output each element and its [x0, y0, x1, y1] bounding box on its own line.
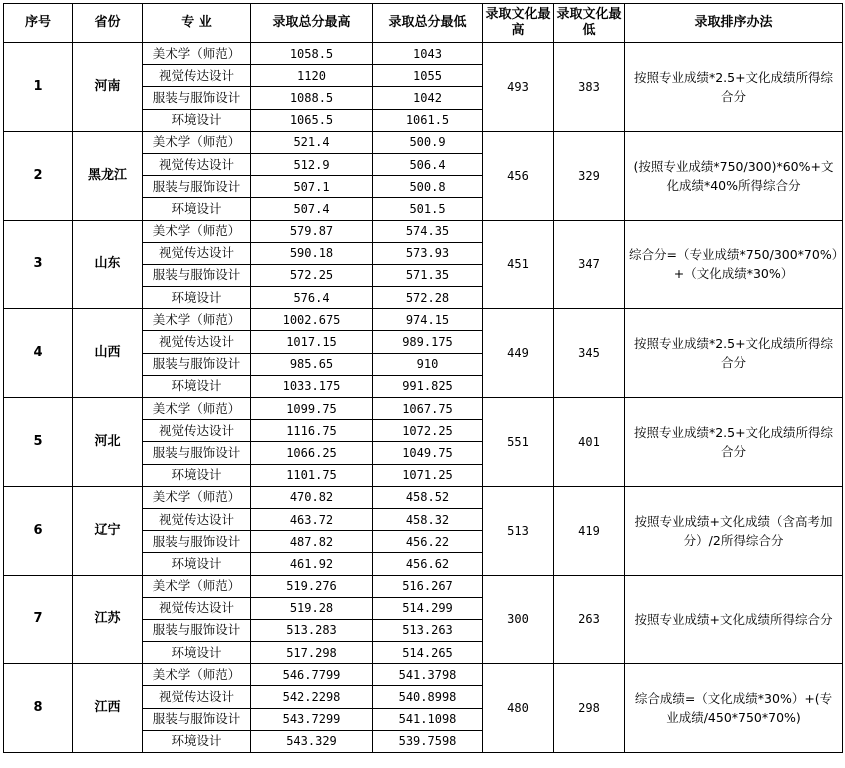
major-cell: 美术学（师范）	[143, 575, 251, 597]
total-min-cell: 458.52	[373, 486, 483, 508]
row-index: 3	[4, 220, 73, 309]
total-min-cell: 991.825	[373, 375, 483, 397]
total-max-cell: 1116.75	[251, 420, 373, 442]
total-min-cell: 506.4	[373, 153, 483, 175]
total-max-cell: 512.9	[251, 153, 373, 175]
major-cell: 环境设计	[143, 642, 251, 664]
admission-table-container	[3, 3, 843, 753]
culture-min-cell: 383	[554, 43, 625, 132]
row-index: 4	[4, 309, 73, 398]
total-max-cell: 543.7299	[251, 708, 373, 730]
total-max-cell: 1101.75	[251, 464, 373, 486]
header-total-max: 录取总分最高	[251, 4, 373, 43]
table-body	[4, 43, 843, 753]
header-index: 序号	[4, 4, 73, 43]
major-cell: 美术学（师范）	[143, 486, 251, 508]
header-method: 录取排序办法	[625, 4, 843, 43]
total-max-cell: 487.82	[251, 531, 373, 553]
culture-max-cell: 300	[483, 575, 554, 664]
row-index: 1	[4, 43, 73, 132]
total-min-cell: 989.175	[373, 331, 483, 353]
major-cell: 服装与服饰设计	[143, 708, 251, 730]
total-max-cell: 543.329	[251, 730, 373, 752]
major-cell: 环境设计	[143, 553, 251, 575]
total-min-cell: 540.8998	[373, 686, 483, 708]
total-max-cell: 579.87	[251, 220, 373, 242]
header-province: 省份	[73, 4, 143, 43]
major-cell: 视觉传达设计	[143, 686, 251, 708]
major-cell: 服装与服饰设计	[143, 353, 251, 375]
culture-max-cell: 449	[483, 309, 554, 398]
total-min-cell: 910	[373, 353, 483, 375]
major-cell: 服装与服饰设计	[143, 176, 251, 198]
total-max-cell: 463.72	[251, 508, 373, 530]
total-min-cell: 974.15	[373, 309, 483, 331]
row-index: 8	[4, 664, 73, 753]
major-cell: 环境设计	[143, 109, 251, 131]
province-cell: 辽宁	[73, 486, 143, 575]
total-max-cell: 1017.15	[251, 331, 373, 353]
major-cell: 美术学（师范）	[143, 220, 251, 242]
total-max-cell: 590.18	[251, 242, 373, 264]
total-max-cell: 519.28	[251, 597, 373, 619]
major-cell: 服装与服饰设计	[143, 531, 251, 553]
total-min-cell: 1049.75	[373, 442, 483, 464]
major-cell: 环境设计	[143, 730, 251, 752]
total-min-cell: 500.8	[373, 176, 483, 198]
total-min-cell: 458.32	[373, 508, 483, 530]
major-cell: 服装与服饰设计	[143, 442, 251, 464]
total-min-cell: 514.265	[373, 642, 483, 664]
total-max-cell: 507.1	[251, 176, 373, 198]
major-cell: 环境设计	[143, 198, 251, 220]
major-cell: 服装与服饰设计	[143, 87, 251, 109]
total-max-cell: 1088.5	[251, 87, 373, 109]
method-cell: 按照专业成绩*2.5+文化成绩所得综合分	[625, 309, 843, 398]
total-min-cell: 541.1098	[373, 708, 483, 730]
total-min-cell: 572.28	[373, 287, 483, 309]
culture-min-cell: 298	[554, 664, 625, 753]
row-index: 6	[4, 486, 73, 575]
major-cell: 环境设计	[143, 287, 251, 309]
province-cell: 黑龙江	[73, 131, 143, 220]
major-cell: 视觉传达设计	[143, 242, 251, 264]
row-index: 2	[4, 131, 73, 220]
header-total-min: 录取总分最低	[373, 4, 483, 43]
total-min-cell: 500.9	[373, 131, 483, 153]
major-cell: 环境设计	[143, 375, 251, 397]
total-min-cell: 501.5	[373, 198, 483, 220]
table-row	[4, 575, 843, 597]
major-cell: 服装与服饰设计	[143, 264, 251, 286]
total-min-cell: 541.3798	[373, 664, 483, 686]
total-min-cell: 513.263	[373, 619, 483, 641]
total-min-cell: 1055	[373, 65, 483, 87]
header-culture-max: 录取文化最高	[483, 4, 554, 43]
total-max-cell: 576.4	[251, 287, 373, 309]
total-min-cell: 1043	[373, 43, 483, 65]
method-cell: 综合成绩=（文化成绩*30%）+(专业成绩/450*750*70%)	[625, 664, 843, 753]
total-max-cell: 517.298	[251, 642, 373, 664]
major-cell: 视觉传达设计	[143, 508, 251, 530]
major-cell: 服装与服饰设计	[143, 619, 251, 641]
culture-min-cell: 419	[554, 486, 625, 575]
row-index: 5	[4, 398, 73, 487]
header-major: 专 业	[143, 4, 251, 43]
total-min-cell: 1042	[373, 87, 483, 109]
province-cell: 河南	[73, 43, 143, 132]
table-row	[4, 220, 843, 242]
culture-max-cell: 451	[483, 220, 554, 309]
total-min-cell: 573.93	[373, 242, 483, 264]
total-min-cell: 516.267	[373, 575, 483, 597]
major-cell: 美术学（师范）	[143, 43, 251, 65]
major-cell: 美术学（师范）	[143, 664, 251, 686]
total-min-cell: 539.7598	[373, 730, 483, 752]
culture-max-cell: 456	[483, 131, 554, 220]
header-culture-min: 录取文化最低	[554, 4, 625, 43]
total-max-cell: 470.82	[251, 486, 373, 508]
method-cell: 按照专业成绩+文化成绩所得综合分	[625, 575, 843, 664]
province-cell: 江西	[73, 664, 143, 753]
province-cell: 山东	[73, 220, 143, 309]
total-max-cell: 1002.675	[251, 309, 373, 331]
table-row	[4, 398, 843, 420]
total-min-cell: 456.22	[373, 531, 483, 553]
major-cell: 视觉传达设计	[143, 153, 251, 175]
culture-min-cell: 263	[554, 575, 625, 664]
total-max-cell: 542.2298	[251, 686, 373, 708]
method-cell: 按照专业成绩+文化成绩（含高考加分）/2所得综合分	[625, 486, 843, 575]
major-cell: 视觉传达设计	[143, 65, 251, 87]
culture-min-cell: 329	[554, 131, 625, 220]
province-cell: 江苏	[73, 575, 143, 664]
major-cell: 美术学（师范）	[143, 309, 251, 331]
culture-max-cell: 480	[483, 664, 554, 753]
total-min-cell: 1072.25	[373, 420, 483, 442]
total-max-cell: 546.7799	[251, 664, 373, 686]
culture-max-cell: 551	[483, 398, 554, 487]
row-index: 7	[4, 575, 73, 664]
header-row	[4, 4, 843, 43]
province-cell: 河北	[73, 398, 143, 487]
culture-max-cell: 493	[483, 43, 554, 132]
total-min-cell: 1061.5	[373, 109, 483, 131]
major-cell: 环境设计	[143, 464, 251, 486]
culture-max-cell: 513	[483, 486, 554, 575]
method-cell: (按照专业成绩*750/300)*60%+文化成绩*40%所得综合分	[625, 131, 843, 220]
major-cell: 美术学（师范）	[143, 131, 251, 153]
total-max-cell: 1066.25	[251, 442, 373, 464]
table-row	[4, 131, 843, 153]
major-cell: 美术学（师范）	[143, 398, 251, 420]
total-min-cell: 1067.75	[373, 398, 483, 420]
total-min-cell: 1071.25	[373, 464, 483, 486]
admission-score-table	[3, 3, 843, 753]
table-row	[4, 43, 843, 65]
method-cell: 按照专业成绩*2.5+文化成绩所得综合分	[625, 398, 843, 487]
total-min-cell: 574.35	[373, 220, 483, 242]
table-row	[4, 309, 843, 331]
total-min-cell: 456.62	[373, 553, 483, 575]
method-cell: 按照专业成绩*2.5+文化成绩所得综合分	[625, 43, 843, 132]
major-cell: 视觉传达设计	[143, 420, 251, 442]
total-max-cell: 461.92	[251, 553, 373, 575]
total-max-cell: 1058.5	[251, 43, 373, 65]
total-max-cell: 572.25	[251, 264, 373, 286]
province-cell: 山西	[73, 309, 143, 398]
major-cell: 视觉传达设计	[143, 331, 251, 353]
total-max-cell: 1033.175	[251, 375, 373, 397]
total-max-cell: 1099.75	[251, 398, 373, 420]
table-row	[4, 664, 843, 686]
major-cell: 视觉传达设计	[143, 597, 251, 619]
total-max-cell: 513.283	[251, 619, 373, 641]
total-min-cell: 514.299	[373, 597, 483, 619]
total-max-cell: 1065.5	[251, 109, 373, 131]
culture-min-cell: 401	[554, 398, 625, 487]
total-min-cell: 571.35	[373, 264, 483, 286]
total-max-cell: 1120	[251, 65, 373, 87]
total-max-cell: 507.4	[251, 198, 373, 220]
total-max-cell: 985.65	[251, 353, 373, 375]
culture-min-cell: 345	[554, 309, 625, 398]
culture-min-cell: 347	[554, 220, 625, 309]
total-max-cell: 519.276	[251, 575, 373, 597]
table-row	[4, 486, 843, 508]
method-cell: 综合分=（专业成绩*750/300*70%）+（文化成绩*30%）	[625, 220, 843, 309]
total-max-cell: 521.4	[251, 131, 373, 153]
